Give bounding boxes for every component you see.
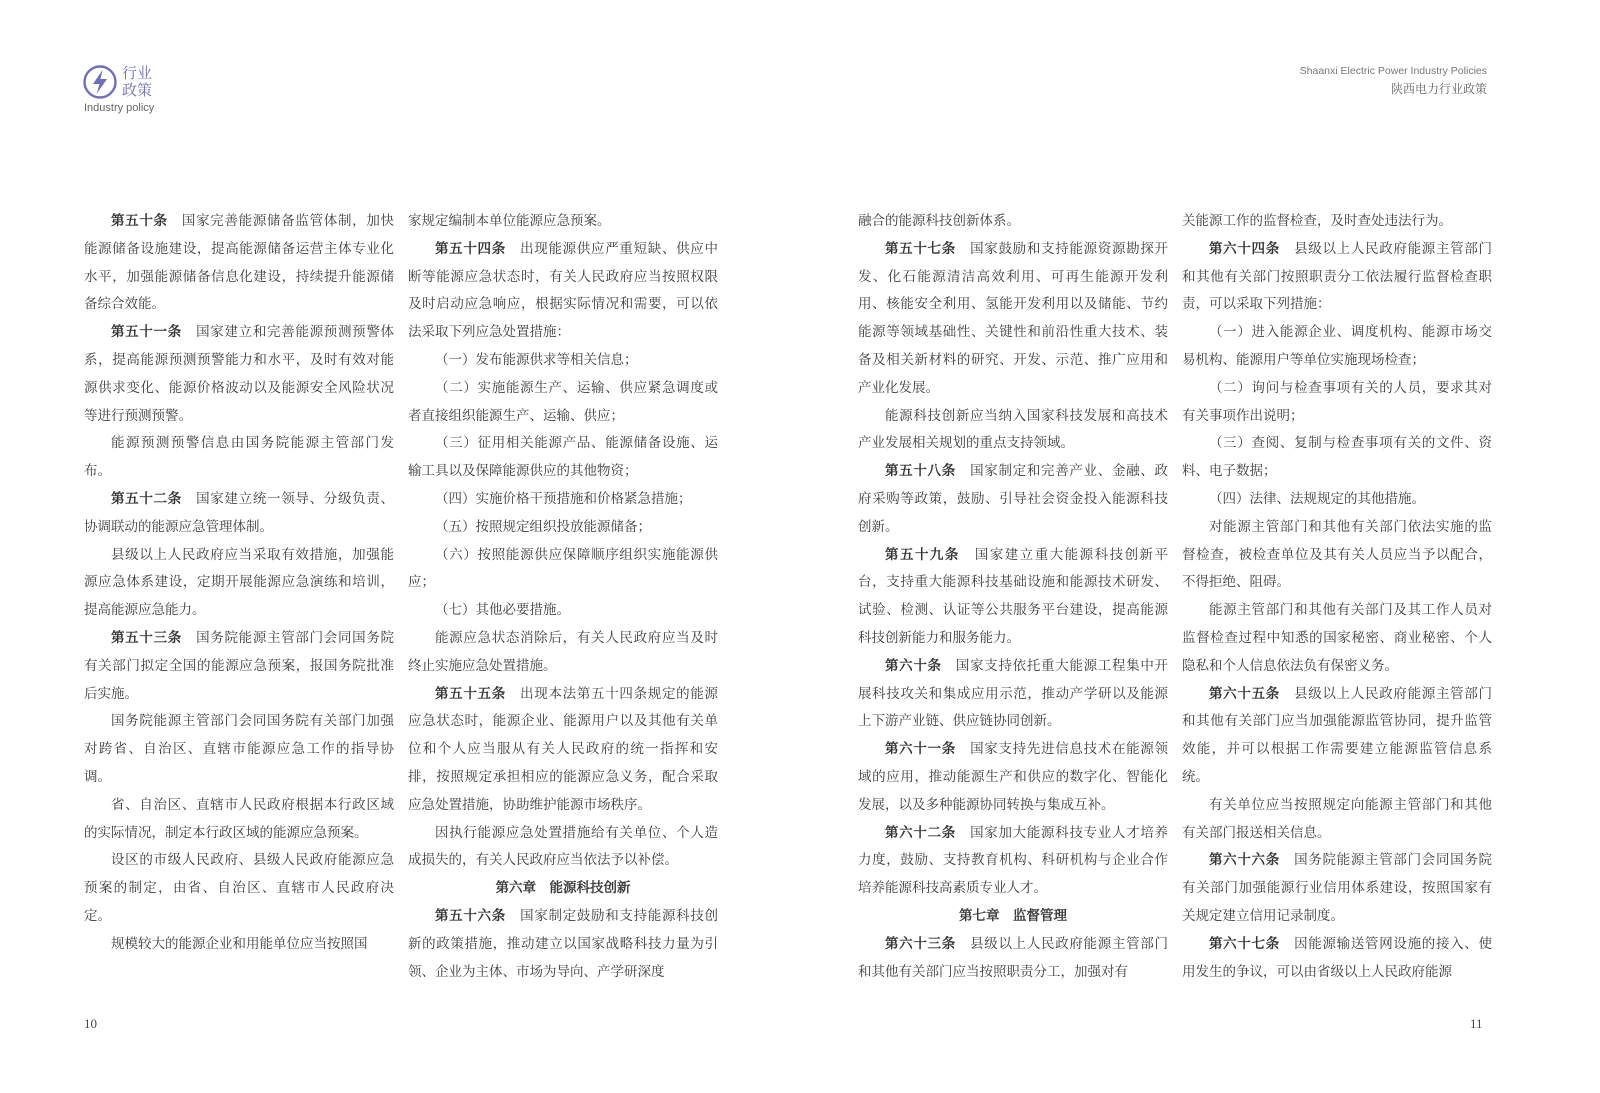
- paragraph-text: 国家建立重大能源科技创新平台，支持重大能源科技基础设施和能源技术研发、试验、检测、认证等公共服务平台建设，提高能源科技创新能力和服务能力。: [858, 546, 1169, 646]
- paragraph-text: 县级以上人民政府能源主管部门和其他有关部门应当加强能源监管协同，提升监管效能，并可以根据工作需要建立能源监管信息系统。: [1182, 685, 1493, 785]
- article-paragraph: [858, 653, 1168, 736]
- paragraph-text: 能源预测预警信息由国务院能源主管部门发布。: [84, 435, 394, 480]
- paragraph-text: 县级以上人民政府应当采取有效措施，加强能源应急体系建设，定期开展能源应急演练和培训，提高能源应急能力。: [84, 546, 394, 619]
- body-paragraph: [408, 542, 718, 598]
- chapter-heading: 第六章 能源科技创新: [495, 880, 631, 897]
- article-paragraph: [1182, 931, 1492, 987]
- page-10-column-2: [408, 208, 718, 986]
- article-paragraph: [1182, 681, 1492, 792]
- page-number-right: 11: [1470, 1016, 1483, 1031]
- body-paragraph: [84, 847, 394, 930]
- body-paragraph: [1182, 597, 1492, 680]
- paragraph-text: （二）实施能源生产、运输、供应紧急调度或者直接组织能源生产、运输、供应；: [408, 379, 718, 424]
- article-number: 第五十四条: [435, 240, 506, 257]
- paragraph-text: 能源主管部门和其他有关部门及其工作人员对监督检查过程中知悉的国家秘密、商业秘密、个人隐私和个人信息依法负有保密义务。: [1182, 602, 1492, 674]
- paragraph-text: 出现能源供应严重短缺、供应中断等能源应急状态时，有关人民政府应当按照权限及时启动应急响应，根据实际情况和需要，可以依法采取下列应急处置措施：: [408, 240, 719, 341]
- paragraph-text: 家规定编制本单位能源应急预案。: [408, 213, 611, 229]
- body-paragraph: [1182, 486, 1492, 514]
- article-paragraph: [408, 236, 718, 347]
- page-11-column-1: [858, 208, 1168, 986]
- body-paragraph: [408, 375, 718, 431]
- paragraph-text: 有关单位应当按照规定向能源主管部门和其他有关部门报送相关信息。: [1182, 796, 1492, 841]
- paragraph-text: 因能源输送管网设施的接入、使用发生的争议，可以由省级以上人民政府能源: [1182, 935, 1493, 980]
- article-paragraph: [84, 208, 394, 319]
- body-paragraph: [84, 542, 394, 625]
- article-number: 第六十五条: [1209, 685, 1280, 702]
- paragraph-text: 融合的能源科技创新体系。: [858, 213, 1020, 229]
- body-paragraph: [1182, 514, 1492, 597]
- paragraph-text: 能源应急状态消除后，有关人民政府应当及时终止实施应急处置措施。: [408, 629, 718, 674]
- article-paragraph: [408, 903, 718, 986]
- article-number: 第五十六条: [435, 907, 506, 924]
- article-number: 第六十七条: [1209, 935, 1280, 952]
- paragraph-text: 省、自治区、直辖市人民政府根据本行政区域的实际情况，制定本行政区域的能源应急预案。: [84, 796, 394, 841]
- article-number: 第五十五条: [435, 685, 506, 702]
- paragraph-text: （四）实施价格干预措施和价格紧急措施；: [435, 490, 692, 507]
- industry-policy-logo: [82, 64, 202, 120]
- chapter-heading: 第七章 监督管理: [959, 907, 1067, 924]
- body-paragraph: [408, 208, 718, 236]
- body-paragraph: [408, 514, 718, 542]
- body-paragraph: [858, 208, 1168, 236]
- paragraph-text: （三）查阅、复制与检查事项有关的文件、资料、电子数据；: [1182, 435, 1492, 480]
- article-number: 第五十三条: [111, 629, 182, 646]
- paragraph-text: （七）其他必要措施。: [435, 602, 570, 619]
- article-number: 第五十条: [111, 213, 168, 229]
- body-paragraph: [408, 347, 718, 375]
- article-paragraph: [858, 542, 1168, 653]
- paragraph-text: 县级以上人民政府能源主管部门和其他有关部门按照职责分工依法履行监督检查职责，可以采取下列措施：: [1182, 240, 1493, 313]
- body-paragraph: [408, 625, 718, 681]
- paragraph-text: 出现本法第五十四条规定的能源应急状态时，能源企业、能源用户以及其他有关单位和个人应当服从有关人民政府的统一指挥和安排，按照规定承担相应的能源应急义务，配合采取应急处置措施，协助维护能源市场秩序。: [408, 685, 719, 813]
- body-paragraph: [1182, 792, 1492, 848]
- article-number: 第六十二条: [885, 824, 956, 841]
- logo-title-line1: 行业: [122, 64, 153, 82]
- page-11-column-2: [1182, 208, 1492, 986]
- article-paragraph: [858, 820, 1168, 903]
- body-paragraph: [858, 403, 1168, 459]
- body-paragraph: [408, 597, 718, 625]
- article-paragraph: [84, 319, 394, 430]
- article-paragraph: [1182, 236, 1492, 319]
- article-paragraph: [858, 236, 1168, 403]
- article-number: 第六十一条: [885, 741, 956, 758]
- paragraph-text: 国务院能源主管部门会同国务院有关部门拟定全国的能源应急预案，报国务院批准后实施。: [84, 629, 395, 702]
- paragraph-text: 国家加大能源科技专业人才培养力度，鼓励、支持教育机构、科研机构与企业合作培养能源科技高素质专业人才。: [858, 824, 1169, 897]
- paragraph-text: 国家建立统一领导、分级负责、协调联动的能源应急管理体制。: [84, 490, 395, 535]
- paragraph-text: 国务院能源主管部门会同国务院有关部门加强对跨省、自治区、直辖市能源应急工作的指导协调。: [84, 713, 394, 785]
- article-number: 第五十九条: [885, 546, 960, 563]
- article-number: 第六十六条: [1209, 852, 1280, 869]
- paragraph-text: 国家建立和完善能源预测预警体系，提高能源预测预警能力和水平，及时有效对能源供求变化、能源价格波动以及能源安全风险状况等进行预测预警。: [84, 324, 395, 424]
- article-paragraph: [408, 681, 718, 820]
- paragraph-text: （四）法律、法规规定的其他措施。: [1209, 490, 1425, 507]
- article-number: 第六十四条: [1209, 240, 1280, 257]
- article-paragraph: [1182, 847, 1492, 930]
- article-number: 第五十八条: [885, 463, 956, 480]
- body-paragraph: [1182, 375, 1492, 431]
- paragraph-text: （二）询问与检查事项有关的人员，要求其对有关事项作出说明；: [1182, 379, 1492, 424]
- paragraph-text: 设区的市级人民政府、县级人民政府能源应急预案的制定，由省、自治区、直辖市人民政府决定。: [84, 852, 394, 924]
- body-paragraph: [84, 792, 394, 848]
- body-paragraph: [408, 486, 718, 514]
- paragraph-text: 国家支持先进信息技术在能源领域的应用，推动能源生产和供应的数字化、智能化发展，以及多种能源协同转换与集成互补。: [858, 741, 1169, 813]
- paragraph-text: 国家完善能源储备监管体制，加快能源储备设施建设，提高能源储备运营主体专业化水平，加强能源储备信息化建设，持续提升能源储备综合效能。: [84, 213, 395, 313]
- body-paragraph: [408, 430, 718, 486]
- paragraph-text: 国家制定鼓励和支持能源科技创新的政策措施，推动建立以国家战略科技力量为引领、企业为主体、市场为导向、产学研深度: [408, 907, 719, 980]
- article-number: 第六十三条: [885, 935, 956, 952]
- paragraph-text: 规模较大的能源企业和用能单位应当按照国: [111, 935, 368, 952]
- paragraph-text: 因执行能源应急处置措施给有关单位、个人造成损失的，有关人民政府应当依法予以补偿。: [408, 824, 718, 869]
- running-header-en: Shaanxi Electric Power Industry Policies: [1299, 65, 1487, 77]
- paragraph-text: 县级以上人民政府能源主管部门和其他有关部门应当按照职责分工，加强对有: [858, 935, 1169, 980]
- body-paragraph: [84, 931, 394, 959]
- running-header: [1300, 64, 1487, 98]
- article-number: 第五十二条: [111, 490, 182, 507]
- paragraph-text: （六）按照能源供应保障顺序组织实施能源供应；: [408, 546, 718, 591]
- article-paragraph: [858, 931, 1168, 987]
- logo-title: [122, 65, 162, 99]
- body-paragraph: [408, 820, 718, 876]
- logo-subtitle: Industry policy: [84, 102, 155, 114]
- paragraph-text: （三）征用相关能源产品、能源储备设施、运输工具以及保障能源供应的其他物资；: [408, 435, 718, 480]
- paragraph-text: 国家制定和完善产业、金融、政府采购等政策，鼓励、引导社会资金投入能源科技创新。: [858, 463, 1169, 535]
- logo-title-line2: 政策: [122, 81, 153, 99]
- paragraph-text: 国家支持依托重大能源工程集中开展科技攻关和集成应用示范，推动产学研以及能源上下游产业链、供应链协同创新。: [858, 657, 1169, 730]
- article-paragraph: [858, 736, 1168, 819]
- paragraph-text: 关能源工作的监督检查，及时查处违法行为。: [1182, 213, 1452, 229]
- paragraph-text: （一）发布能源供求等相关信息；: [435, 351, 638, 368]
- paragraph-text: 国家鼓励和支持能源资源勘探开发、化石能源清洁高效利用、可再生能源开发利用、核能安全利用、氢能开发利用以及储能、节约能源等领域基础性、关键性和前沿性重大技术、装备及相关新材料的研究、开发、示范、推广应用和产业化发展。: [858, 240, 1169, 396]
- body-paragraph: [1182, 208, 1492, 236]
- running-header-zh: 陕西电力行业政策: [1390, 82, 1487, 96]
- paragraph-text: 能源科技创新应当纳入国家科技发展和高技术产业发展相关规划的重点支持领域。: [858, 407, 1168, 452]
- article-number: 第六十条: [885, 657, 942, 674]
- lightning-bolt-icon: [82, 64, 118, 100]
- article-number: 第五十七条: [885, 240, 956, 257]
- body-paragraph: [1182, 319, 1492, 375]
- page-10-column-1: [84, 208, 394, 959]
- paragraph-text: 对能源主管部门和其他有关部门依法实施的监督检查，被检查单位及其有关人员应当予以配合，不得拒绝、阻碍。: [1182, 518, 1492, 591]
- page-number-left: 10: [84, 1016, 97, 1031]
- article-paragraph: [858, 458, 1168, 541]
- body-paragraph: [84, 708, 394, 791]
- paragraph-text: 国务院能源主管部门会同国务院有关部门加强能源行业信用体系建设，按照国家有关规定建立信用记录制度。: [1182, 852, 1493, 924]
- article-number: 第五十一条: [111, 324, 182, 341]
- article-paragraph: [84, 625, 394, 708]
- body-paragraph: [84, 430, 394, 486]
- paragraph-text: （一）进入能源企业、调度机构、能源市场交易机构、能源用户等单位实施现场检查；: [1182, 324, 1492, 368]
- paragraph-text: （五）按照规定组织投放能源储备；: [435, 518, 651, 535]
- body-paragraph: [1182, 430, 1492, 486]
- article-paragraph: [84, 486, 394, 542]
